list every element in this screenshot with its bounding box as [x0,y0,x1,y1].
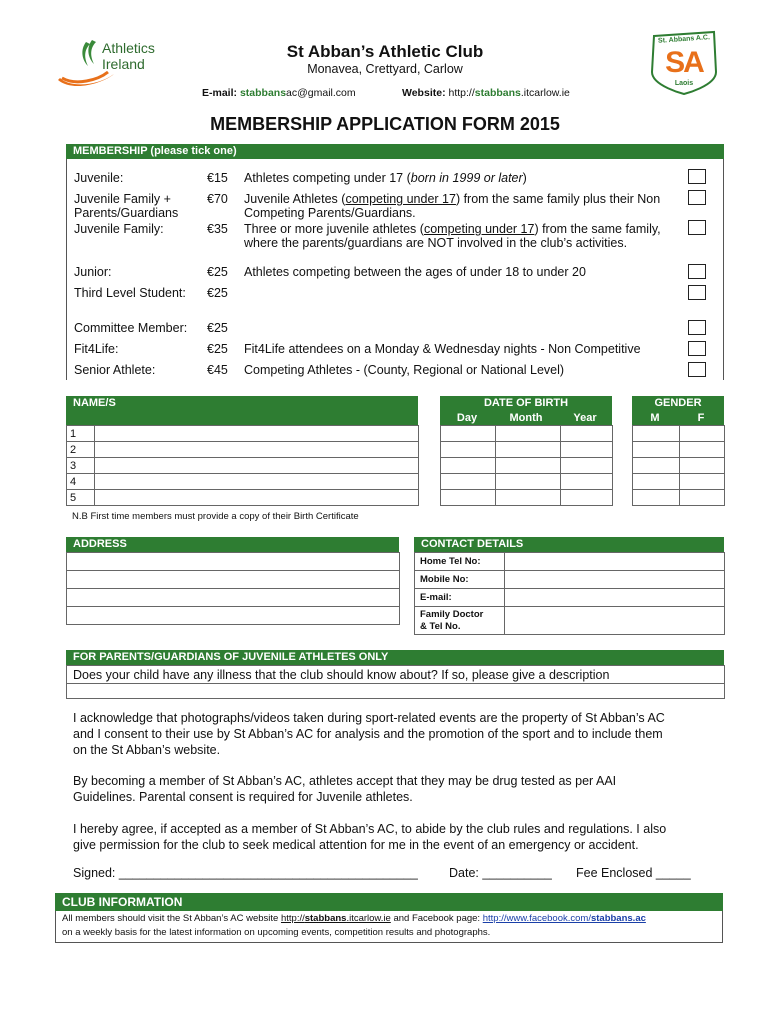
gender-m-field[interactable] [633,442,680,458]
dob-month-field[interactable] [496,426,561,442]
consent-p2-l1: By becoming a member of St Abban’s AC, athletes accept that they may be drug tested as per AAI [73,774,617,788]
address-line-2[interactable] [67,571,400,589]
club-info-mid: and Facebook page: [390,913,483,924]
illness-description-field[interactable] [67,684,725,699]
email-label: E-mail: [415,589,505,607]
consent-p2-l2: Guidelines. Parental consent is required for Juvenile athletes. [73,790,413,804]
email-domain: ac@gmail.com [286,87,356,99]
membership-desc-junior: Athletes competing between the ages of under 18 to under 20 [244,265,586,279]
facebook-link[interactable]: http://www.facebook.com/stabbans.ac [482,913,646,924]
membership-header: MEMBERSHIP (please tick one) [66,144,724,159]
desc-pre: Three or more juvenile athletes ( [244,222,424,236]
parents-table [66,665,725,699]
membership-label-juvenile-family: Juvenile Family: [74,222,164,236]
email-label: E-mail: [202,87,238,99]
consent-p1-l3: on the St Abban’s website. [73,743,221,757]
doctor-field[interactable] [505,607,725,635]
gender-f-field[interactable] [680,474,725,490]
membership-label-senior: Senior Athlete: [74,363,156,377]
dob-month-field[interactable] [496,474,561,490]
dob-month-field[interactable] [496,442,561,458]
membership-desc2-juvenile-family: where the parents/guardians are NOT involved in the club’s activities. [244,236,628,250]
gender-f: F [697,412,705,424]
doctor-label-1: Family Doctor [420,608,484,620]
dob-day-field[interactable] [441,474,496,490]
dob-month: Month [509,412,543,424]
desc-underline: competing under 17 [345,192,456,206]
address-line-3[interactable] [67,589,400,607]
dob-day-field[interactable] [441,426,496,442]
illness-question: Does your child have any illness that the club should know about? If so, please give a description [67,666,725,684]
club-email [202,87,356,99]
gender-f-field[interactable] [680,458,725,474]
membership-price-senior: €45 [207,363,228,377]
dob-table [440,425,613,506]
gender-m-field[interactable] [633,474,680,490]
consent-p3-l1: I hereby agree, if accepted as a member of St Abban’s AC, to abide by the club rules and regulations. I also [73,822,667,836]
row-number: 3 [67,458,95,474]
checkbox-senior[interactable] [688,362,706,377]
row-number: 5 [67,490,95,506]
club-info-line1 [62,913,646,924]
gender-m-field[interactable] [633,490,680,506]
date-field[interactable]: Date: __________ [449,866,552,880]
gender-table [632,425,725,506]
name-field-5[interactable] [95,490,419,506]
name-field-3[interactable] [95,458,419,474]
crest-top-text: St. Abbans A.C. [657,34,711,45]
email-field[interactable] [505,589,725,607]
club-info-header: CLUB INFORMATION [55,893,723,911]
website-label: Website: [402,87,446,99]
membership-price-third-level: €25 [207,286,228,300]
name-field-2[interactable] [95,442,419,458]
contact-table [414,552,725,635]
desc-post: ) from the same family plus their Non [455,192,661,206]
club-website-link[interactable]: http://stabbans.itcarlow.ie [280,913,391,924]
membership-label-committee: Committee Member: [74,321,188,335]
membership-label-third-level: Third Level Student: [74,286,186,300]
fee-enclosed-field[interactable]: Fee Enclosed _____ [576,866,691,880]
membership-price-juvenile-family-parents: €70 [207,192,228,206]
checkbox-juvenile-family[interactable] [688,220,706,235]
gender-f-field[interactable] [680,426,725,442]
contact-header: CONTACT DETAILS [414,537,724,552]
row-number: 4 [67,474,95,490]
membership-right-border [723,159,724,380]
address-line-4[interactable] [67,607,400,625]
home-tel-label: Home Tel No: [415,553,505,571]
membership-label-junior: Junior: [74,265,112,279]
club-info-pre: All members should visit the St Abban’s AC website [62,913,281,924]
dob-month-field[interactable] [496,490,561,506]
dob-day: Day [456,412,478,424]
website-prefix: http:// [448,87,475,99]
membership-price-committee: €25 [207,321,228,335]
signed-field[interactable]: Signed: ___________________________________________ [73,866,418,880]
logo-left-line2: Ireland [102,56,145,72]
desc-pre: Juvenile Athletes ( [244,192,346,206]
desc-underline: competing under 17 [423,222,535,236]
names-table [66,425,419,506]
checkbox-committee[interactable] [688,320,706,335]
doctor-label-2: & Tel No. [420,620,461,632]
desc-pre: Athletes competing under 17 ( [244,171,411,185]
membership-price-junior: €25 [207,265,228,279]
consent-p1-l2: and I consent to their use by St Abban’s AC for analysis and the promotion of the sport and to include them [73,727,663,741]
membership-price-juvenile: €15 [207,171,228,185]
consent-p1-l1: I acknowledge that photographs/videos taken during sport-related events are the property of St Abban’s AC [73,711,665,725]
logo-left-line1: Athletics [102,40,155,56]
birth-cert-note: N.B First time members must provide a copy of their Birth Certificate [72,511,359,522]
membership-desc-juvenile-family-parents [244,192,660,206]
address-table [66,552,400,625]
membership-desc-juvenile [244,171,527,185]
desc-italic: born in 1999 or later [410,171,523,185]
row-number: 1 [67,426,95,442]
gender-f-field[interactable] [680,490,725,506]
membership-label-juvenile-family-parents-2: Parents/Guardians [74,206,179,220]
parents-header: FOR PARENTS/GUARDIANS OF JUVENILE ATHLETES ONLY [66,650,724,665]
gender-m-field[interactable] [633,426,680,442]
checkbox-juvenile[interactable] [688,169,706,184]
address-line-1[interactable] [67,553,400,571]
club-website [402,87,570,99]
dob-header [440,396,612,425]
crest-mark: SA [665,46,703,79]
checkbox-third-level[interactable] [688,285,706,300]
crest-bottom-text: Laois [674,80,694,87]
names-header: NAME/S [66,396,418,425]
checkbox-juvenile-family-parents[interactable] [688,190,706,205]
membership-price-fit4life: €25 [207,342,228,356]
gender-header [632,396,724,425]
address-header: ADDRESS [66,537,399,552]
row-number: 2 [67,442,95,458]
dob-title: DATE OF BIRTH [483,397,569,409]
website-site: stabbans [474,87,521,99]
membership-desc2-juvenile-family-parents: Competing Parents/Guardians. [244,206,416,220]
gender-m: M [650,412,660,424]
club-address: Monavea, Crettyard, Carlow [307,62,463,76]
membership-label-juvenile: Juvenile: [74,171,124,185]
club-name: St Abban’s Athletic Club [286,42,484,61]
dob-year-field[interactable] [561,442,613,458]
st-abbans-crest-logo [648,28,720,96]
membership-price-juvenile-family: €35 [207,222,228,236]
email-user: stabbans [239,87,287,99]
mobile-label: Mobile No: [415,571,505,589]
dob-day-field[interactable] [441,458,496,474]
club-info-line2: on a weekly basis for the latest information on upcoming events, competition results and photographs. [62,927,491,938]
mobile-field[interactable] [505,571,725,589]
dob-month-field[interactable] [496,458,561,474]
membership-desc-senior: Competing Athletes - (County, Regional or National Level) [244,363,565,377]
checkbox-junior[interactable] [688,264,706,279]
membership-label-juvenile-family-parents: Juvenile Family + [74,192,171,206]
name-field-1[interactable] [95,426,419,442]
dob-day-field[interactable] [441,490,496,506]
checkbox-fit4life[interactable] [688,341,706,356]
form-title: MEMBERSHIP APPLICATION FORM 2015 [210,114,560,134]
gender-f-field[interactable] [680,442,725,458]
gender-title: GENDER [654,397,702,409]
desc-post: ) [522,171,527,185]
dob-year-field[interactable] [561,426,613,442]
doctor-label [415,607,505,635]
membership-label-fit4life: Fit4Life: [74,342,119,356]
name-field-4[interactable] [95,474,419,490]
membership-desc-juvenile-family [244,222,661,236]
home-tel-field[interactable] [505,553,725,571]
dob-year: Year [573,412,597,424]
dob-day-field[interactable] [441,442,496,458]
gender-m-field[interactable] [633,458,680,474]
membership-desc-fit4life: Fit4Life attendees on a Monday & Wednesday nights - Non Competitive [244,342,641,356]
website-suffix: .itcarlow.ie [520,87,570,99]
dob-year-field[interactable] [561,490,613,506]
dob-year-field[interactable] [561,458,613,474]
desc-post: ) from the same family, [534,222,661,236]
dob-year-field[interactable] [561,474,613,490]
membership-left-border [66,159,67,380]
consent-p3-l2: give permission for the club to seek medical attention for me in the event of an emergency or accident. [73,838,639,852]
